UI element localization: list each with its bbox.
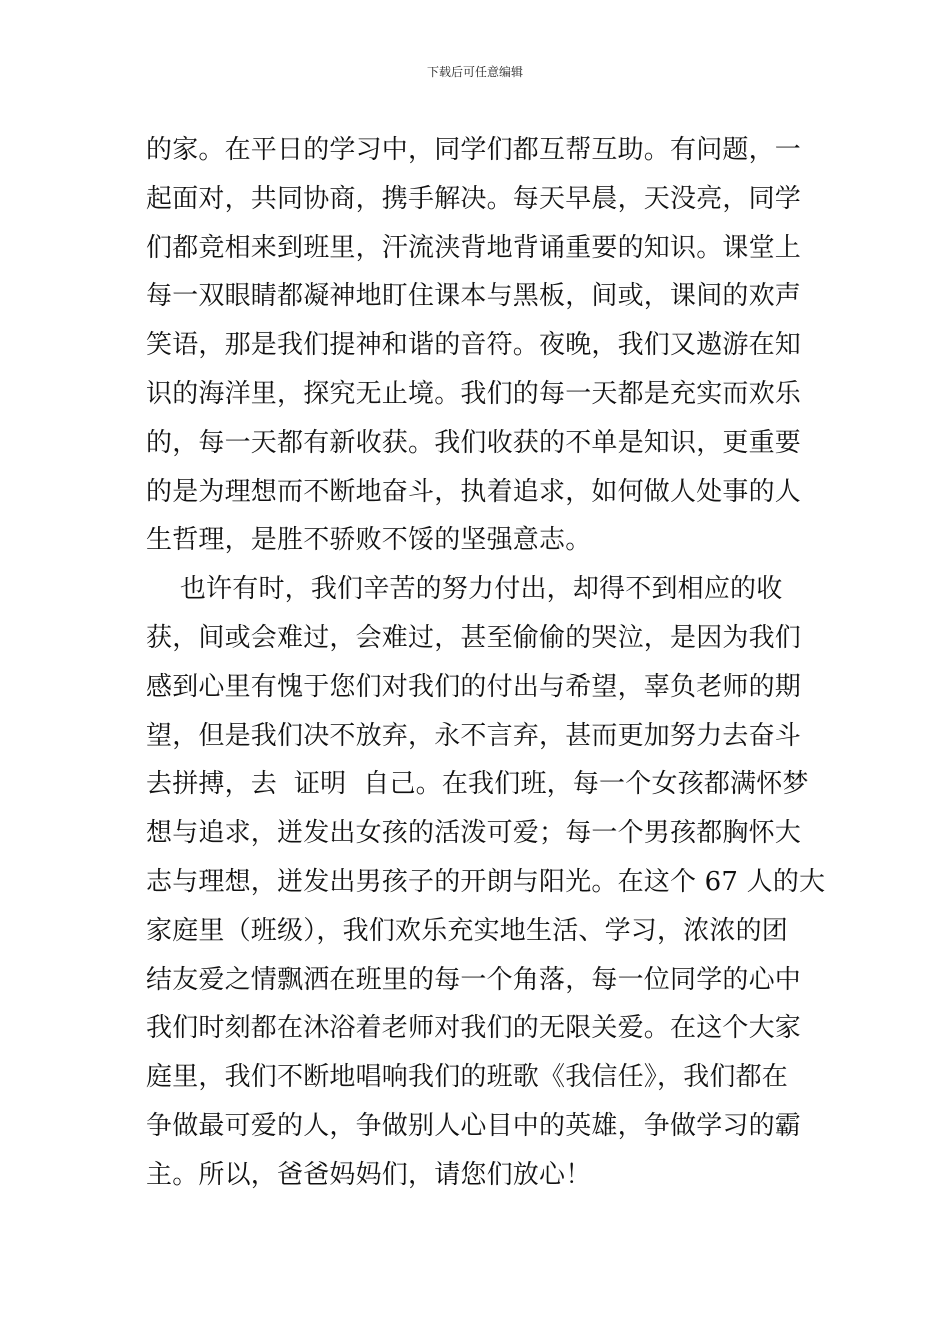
text-line: 感到心里有愧于您们对我们的付出与希望，辜负老师的期 (146, 671, 802, 702)
text-line: 庭里，我们不断地唱响我们的班歌《我信任》，我们都在 (146, 1062, 789, 1093)
text-line: 每一双眼睛都凝神地盯住课本与黑板，间或，课间的欢声 (146, 281, 802, 312)
paragraph-start-line: 也许有时，我们辛苦的努力付出，却得不到相应的收 (146, 574, 783, 605)
text-line: 的，每一天都有新收获。我们收获的不单是知识，更重要 (146, 427, 802, 458)
text-line: 的是为理想而不断地奋斗，执着追求，如何做人处事的人 (146, 476, 802, 507)
text-line: 志与理想，迸发出男孩子的开朗与阳光。在这个 67 人的大 (146, 866, 826, 897)
text-line: 主。所以，爸爸妈妈们，请您们放心！ (146, 1159, 592, 1190)
text-line: 望，但是我们决不放弃，永不言弃，甚而更加努力去奋斗 (146, 720, 802, 751)
body-text (146, 126, 826, 1200)
text-line: 去拼搏，去 证明 自己。在我们班，每一个女孩都满怀梦 (146, 769, 809, 800)
text-line: 我们时刻都在沐浴着老师对我们的无限关爱。在这个大家 (146, 1013, 802, 1044)
page-header: 下载后可任意编辑 (426, 65, 523, 79)
text-line: 想与追求，迸发出女孩的活泼可爱；每一个男孩都胸怀大 (146, 818, 802, 849)
text-line: 争做最可爱的人，争做别人心目中的英雄，争做学习的霸 (146, 1110, 802, 1141)
text-line: 生哲理，是胜不骄败不馁的坚强意志。 (146, 525, 592, 556)
text-line: 识的海洋里，探究无止境。我们的每一天都是充实而欢乐 (146, 378, 802, 409)
text-line: 结友爱之情飘洒在班里的每一个角落，每一位同学的心中 (146, 964, 802, 995)
text-line: 的家。在平日的学习中，同学们都互帮互助。有问题，一 (146, 135, 802, 165)
text-line: 们都竞相来到班里，汗流浃背地背诵重要的知识。课堂上 (146, 232, 802, 263)
text-line: 笑语，那是我们提神和谐的音符。夜晚，我们又遨游在知 (146, 330, 802, 361)
text-line: 起面对，共同协商，携手解决。每天早晨，天没亮，同学 (146, 183, 802, 214)
text-line: 获，间或会难过，会难过，甚至偷偷的哭泣，是因为我们 (146, 622, 802, 653)
text-line: 家庭里（班级），我们欢乐充实地生活、学习，浓浓的团 (146, 915, 789, 946)
